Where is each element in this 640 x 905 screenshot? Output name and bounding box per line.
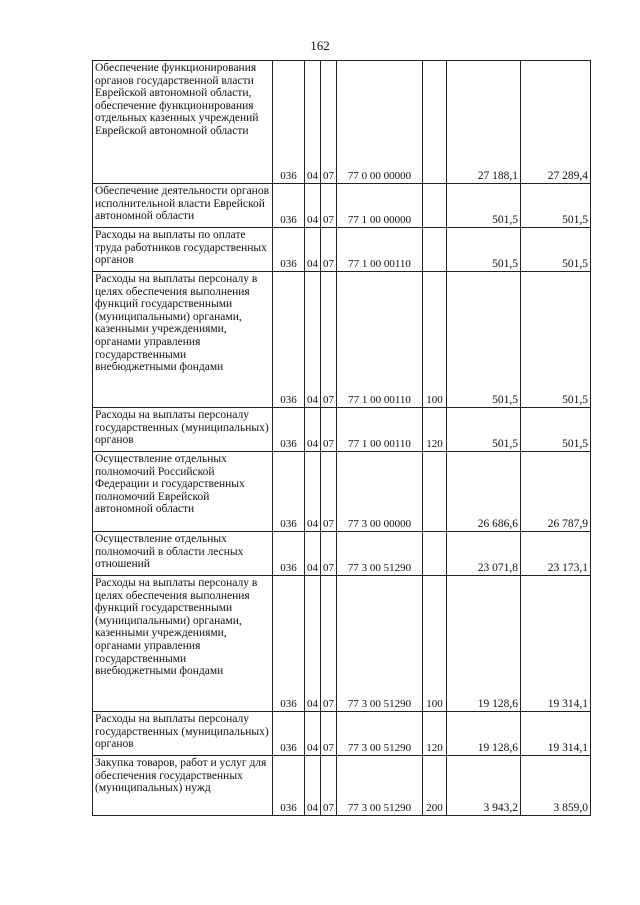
table-row: [93, 408, 591, 452]
table-row: [93, 452, 591, 532]
row-amount-year-2: 501,5: [521, 228, 591, 272]
row-subsection-code: 07: [321, 184, 337, 228]
row-name-cell: Расходы на выплаты персоналу в целях обеспечения выполнения функций государственными (муниципальными) органами, казенными учреждениями, органами управления государственными внебюджетными фондами: [93, 576, 273, 712]
row-expense-type-code: [423, 532, 447, 576]
table-row: [93, 184, 591, 228]
row-amount-year-2: 26 787,9: [521, 452, 591, 532]
row-grbs-code: 036: [273, 532, 305, 576]
row-expense-type-code: 200: [423, 756, 447, 816]
row-grbs-code: 036: [273, 452, 305, 532]
table-row: [93, 272, 591, 408]
row-target-article-code: 77 3 00 51290: [337, 712, 423, 756]
row-section-code: 04: [305, 61, 321, 184]
table-row: [93, 756, 591, 816]
row-amount-year-1: 23 071,8: [447, 532, 521, 576]
row-name-cell: Осуществление отдельных полномочий Российской Федерации и государственных полномочий Еврейской автономной области: [93, 452, 273, 532]
row-grbs-code: 036: [273, 184, 305, 228]
row-name-cell: Расходы на выплаты персоналу государственных (муниципальных) органов: [93, 712, 273, 756]
row-subsection-code: 07: [321, 408, 337, 452]
row-amount-year-1: 3 943,2: [447, 756, 521, 816]
row-section-code: 04: [305, 408, 321, 452]
row-subsection-code: 07: [321, 272, 337, 408]
row-amount-year-2: 501,5: [521, 184, 591, 228]
row-section-code: 04: [305, 228, 321, 272]
row-grbs-code: 036: [273, 408, 305, 452]
row-grbs-code: 036: [273, 712, 305, 756]
row-subsection-code: 07: [321, 712, 337, 756]
row-amount-year-1: 26 686,6: [447, 452, 521, 532]
row-amount-year-1: 501,5: [447, 272, 521, 408]
row-expense-type-code: 120: [423, 408, 447, 452]
row-amount-year-2: 27 289,4: [521, 61, 591, 184]
row-subsection-code: 07: [321, 61, 337, 184]
row-name-cell: Расходы на выплаты персоналу в целях обеспечения выполнения функций государственными (муниципальными) органами, казенными учреждениями, органами управления государственными внебюджетными фондами: [93, 272, 273, 408]
row-target-article-code: 77 3 00 00000: [337, 452, 423, 532]
table-row: [93, 712, 591, 756]
row-grbs-code: 036: [273, 228, 305, 272]
row-section-code: 04: [305, 756, 321, 816]
row-name-cell: Расходы на выплаты по оплате труда работников государственных органов: [93, 228, 273, 272]
row-amount-year-1: 19 128,6: [447, 576, 521, 712]
row-expense-type-code: [423, 228, 447, 272]
row-expense-type-code: [423, 61, 447, 184]
row-subsection-code: 07: [321, 228, 337, 272]
row-name-cell: Обеспечение функционирования органов государственной власти Еврейской автономной области, обеспечение функционирования отдельных казенных учреждений Еврейской автономной области: [93, 61, 273, 184]
row-grbs-code: 036: [273, 576, 305, 712]
row-section-code: 04: [305, 576, 321, 712]
row-section-code: 04: [305, 712, 321, 756]
row-subsection-code: 07: [321, 452, 337, 532]
row-amount-year-2: 23 173,1: [521, 532, 591, 576]
row-amount-year-2: 501,5: [521, 272, 591, 408]
budget-table: [92, 60, 591, 816]
row-amount-year-1: 501,5: [447, 184, 521, 228]
row-expense-type-code: 100: [423, 272, 447, 408]
row-name-cell: Расходы на выплаты персоналу государственных (муниципальных) органов: [93, 408, 273, 452]
table-row: [93, 576, 591, 712]
row-target-article-code: 77 0 00 00000: [337, 61, 423, 184]
row-grbs-code: 036: [273, 756, 305, 816]
row-amount-year-1: 501,5: [447, 228, 521, 272]
row-target-article-code: 77 1 00 00110: [337, 408, 423, 452]
row-grbs-code: 036: [273, 272, 305, 408]
row-target-article-code: 77 1 00 00000: [337, 184, 423, 228]
row-target-article-code: 77 3 00 51290: [337, 756, 423, 816]
row-expense-type-code: 120: [423, 712, 447, 756]
row-subsection-code: 07: [321, 576, 337, 712]
row-amount-year-2: 501,5: [521, 408, 591, 452]
row-target-article-code: 77 3 00 51290: [337, 532, 423, 576]
row-expense-type-code: 100: [423, 576, 447, 712]
row-name-cell: Осуществление отдельных полномочий в области лесных отношений: [93, 532, 273, 576]
row-subsection-code: 07: [321, 532, 337, 576]
row-amount-year-1: 19 128,6: [447, 712, 521, 756]
row-amount-year-2: 19 314,1: [521, 712, 591, 756]
row-grbs-code: 036: [273, 61, 305, 184]
row-expense-type-code: [423, 184, 447, 228]
table-row: [93, 61, 591, 184]
row-amount-year-1: 27 188,1: [447, 61, 521, 184]
row-amount-year-2: 3 859,0: [521, 756, 591, 816]
row-section-code: 04: [305, 184, 321, 228]
table-row: [93, 532, 591, 576]
row-amount-year-2: 19 314,1: [521, 576, 591, 712]
row-amount-year-1: 501,5: [447, 408, 521, 452]
page-number: 162: [310, 38, 330, 53]
row-section-code: 04: [305, 452, 321, 532]
row-name-cell: Закупка товаров, работ и услуг для обеспечения государственных (муниципальных) нужд: [93, 756, 273, 816]
row-subsection-code: 07: [321, 756, 337, 816]
table-row: [93, 228, 591, 272]
row-section-code: 04: [305, 532, 321, 576]
row-target-article-code: 77 1 00 00110: [337, 272, 423, 408]
row-name-cell: Обеспечение деятельности органов исполнительной власти Еврейской автономной области: [93, 184, 273, 228]
row-target-article-code: 77 1 00 00110: [337, 228, 423, 272]
row-target-article-code: 77 3 00 51290: [337, 576, 423, 712]
row-expense-type-code: [423, 452, 447, 532]
row-section-code: 04: [305, 272, 321, 408]
